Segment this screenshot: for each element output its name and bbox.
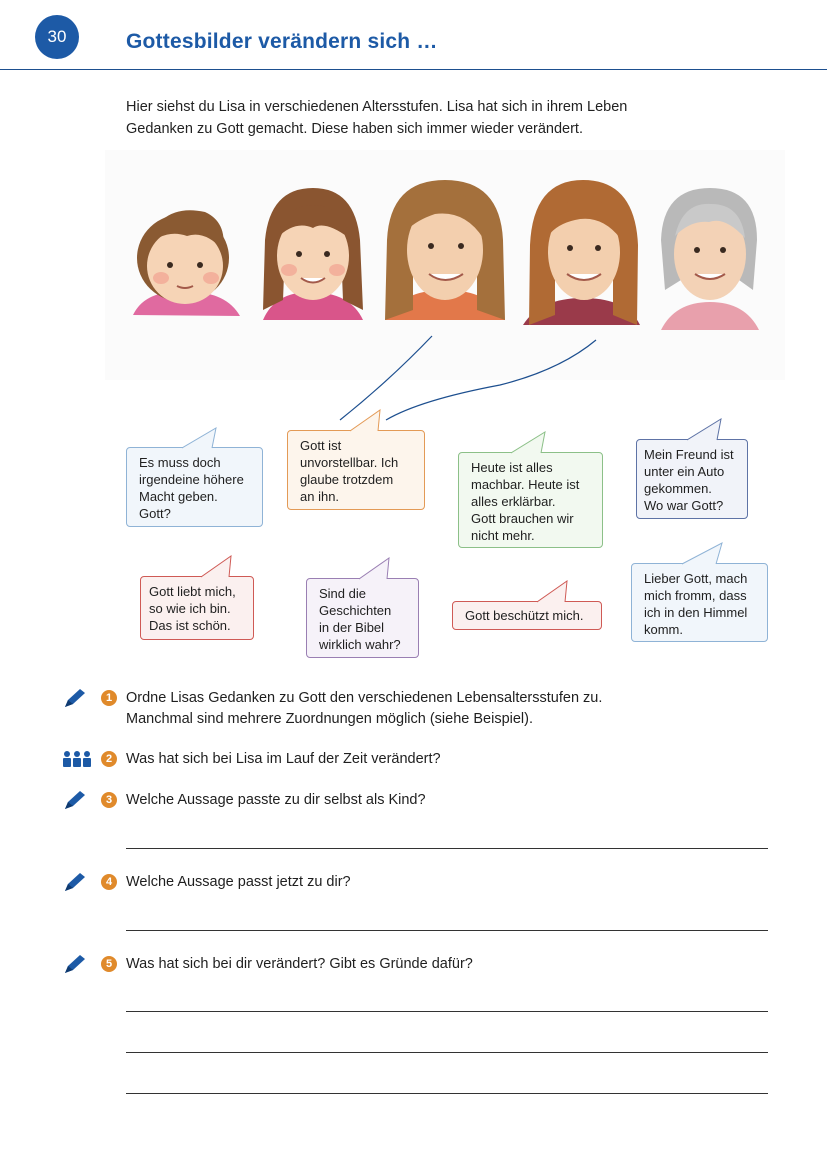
bubble-line: Gott ist: [300, 438, 342, 453]
pencil-icon: [62, 954, 88, 976]
pencil-icon: [62, 872, 88, 894]
bubble-line: Geschichten: [319, 603, 392, 618]
bubble-line: an ihn.: [300, 489, 340, 504]
speech-bubble-unvorstellbar: [287, 430, 425, 510]
bubble-line: glaube trotzdem: [300, 472, 394, 487]
bubble-line: unvorstellbar. Ich: [300, 455, 399, 470]
task-number-badge: 4: [101, 874, 117, 890]
answer-line[interactable]: [126, 1093, 768, 1094]
bubble-line: Gott?: [139, 506, 171, 521]
speech-bubble-himmel: [631, 563, 768, 642]
intro-line: Hier siehst du Lisa in verschiedenen Altersstufen. Lisa hat sich in ihrem Leben: [126, 99, 628, 115]
bubble-line: machbar. Heute ist: [471, 477, 580, 492]
speech-bubble-liebt: [140, 576, 254, 640]
bubble-line: irgendeine höhere: [139, 472, 244, 487]
task-text-line: Manchmal sind mehrere Zuordnungen möglich (siehe Beispiel).: [126, 711, 534, 727]
task-text-line: Was hat sich bei Lisa im Lauf der Zeit verändert?: [126, 751, 441, 767]
bubble-line: mich fromm, dass: [644, 588, 747, 603]
page-number-badge: 30: [35, 15, 79, 59]
intro-line: Gedanken zu Gott gemacht. Diese haben sich immer wieder verändert.: [126, 121, 583, 137]
bubble-line: wirklich wahr?: [319, 637, 401, 652]
bubble-line: gekommen.: [644, 481, 712, 496]
bubble-line: Sind die: [319, 586, 366, 601]
bubble-line: komm.: [644, 622, 683, 637]
bubble-line: Gott beschützt mich.: [465, 608, 584, 623]
intro-text: [126, 96, 746, 140]
task-number-badge: 3: [101, 792, 117, 808]
lisa-age-portraits-illustration: [105, 150, 785, 380]
bubble-line: Heute ist alles: [471, 460, 553, 475]
task-number-badge: 1: [101, 690, 117, 706]
header-divider: [0, 69, 827, 70]
task-text-line: Welche Aussage passte zu dir selbst als Kind?: [126, 792, 426, 808]
bubble-line: ich in den Himmel: [644, 605, 748, 620]
bubble-line: unter ein Auto: [644, 464, 725, 479]
speech-bubble-beschuetzt: [452, 601, 602, 630]
bubble-line: nicht mehr.: [471, 528, 535, 543]
answer-line[interactable]: [126, 1011, 768, 1012]
task-text-line: Was hat sich bei dir verändert? Gibt es Gründe dafür?: [126, 956, 473, 972]
answer-line[interactable]: [126, 1052, 768, 1053]
bubble-line: Das ist schön.: [149, 618, 231, 633]
speech-bubble-macht: [126, 447, 263, 527]
speech-bubble-geschichten: [306, 578, 419, 658]
speech-bubble-erklaerbar: [458, 452, 603, 548]
bubble-line: Mein Freund ist: [644, 447, 734, 462]
pencil-icon: [62, 790, 88, 812]
portrait-child: [263, 188, 363, 320]
bubble-line: in der Bibel: [319, 620, 385, 635]
bubble-line: Gott liebt mich,: [149, 584, 236, 599]
task-text-line: Ordne Lisas Gedanken zu Gott den verschiedenen Lebensaltersstufen zu.: [126, 690, 603, 706]
pencil-icon: [62, 688, 88, 710]
bubble-line: Macht geben.: [139, 489, 218, 504]
portrait-teen: [385, 180, 505, 320]
answer-line[interactable]: [126, 930, 768, 931]
page-title: Gottesbilder verändern sich …: [126, 30, 438, 53]
bubble-line: Lieber Gott, mach: [644, 571, 748, 586]
bubble-line: Gott brauchen wir: [471, 511, 574, 526]
speech-bubble-freund: [636, 439, 748, 519]
bubble-line: Es muss doch: [139, 455, 221, 470]
bubble-line: Wo war Gott?: [644, 498, 724, 513]
task-text-line: Welche Aussage passt jetzt zu dir?: [126, 874, 351, 890]
task-number-badge: 5: [101, 956, 117, 972]
bubble-line: alles erklärbar.: [471, 494, 556, 509]
task-number-badge: 2: [101, 751, 117, 767]
bubble-line: so wie ich bin.: [149, 601, 231, 616]
group-icon: [62, 750, 92, 768]
answer-line[interactable]: [126, 848, 768, 849]
